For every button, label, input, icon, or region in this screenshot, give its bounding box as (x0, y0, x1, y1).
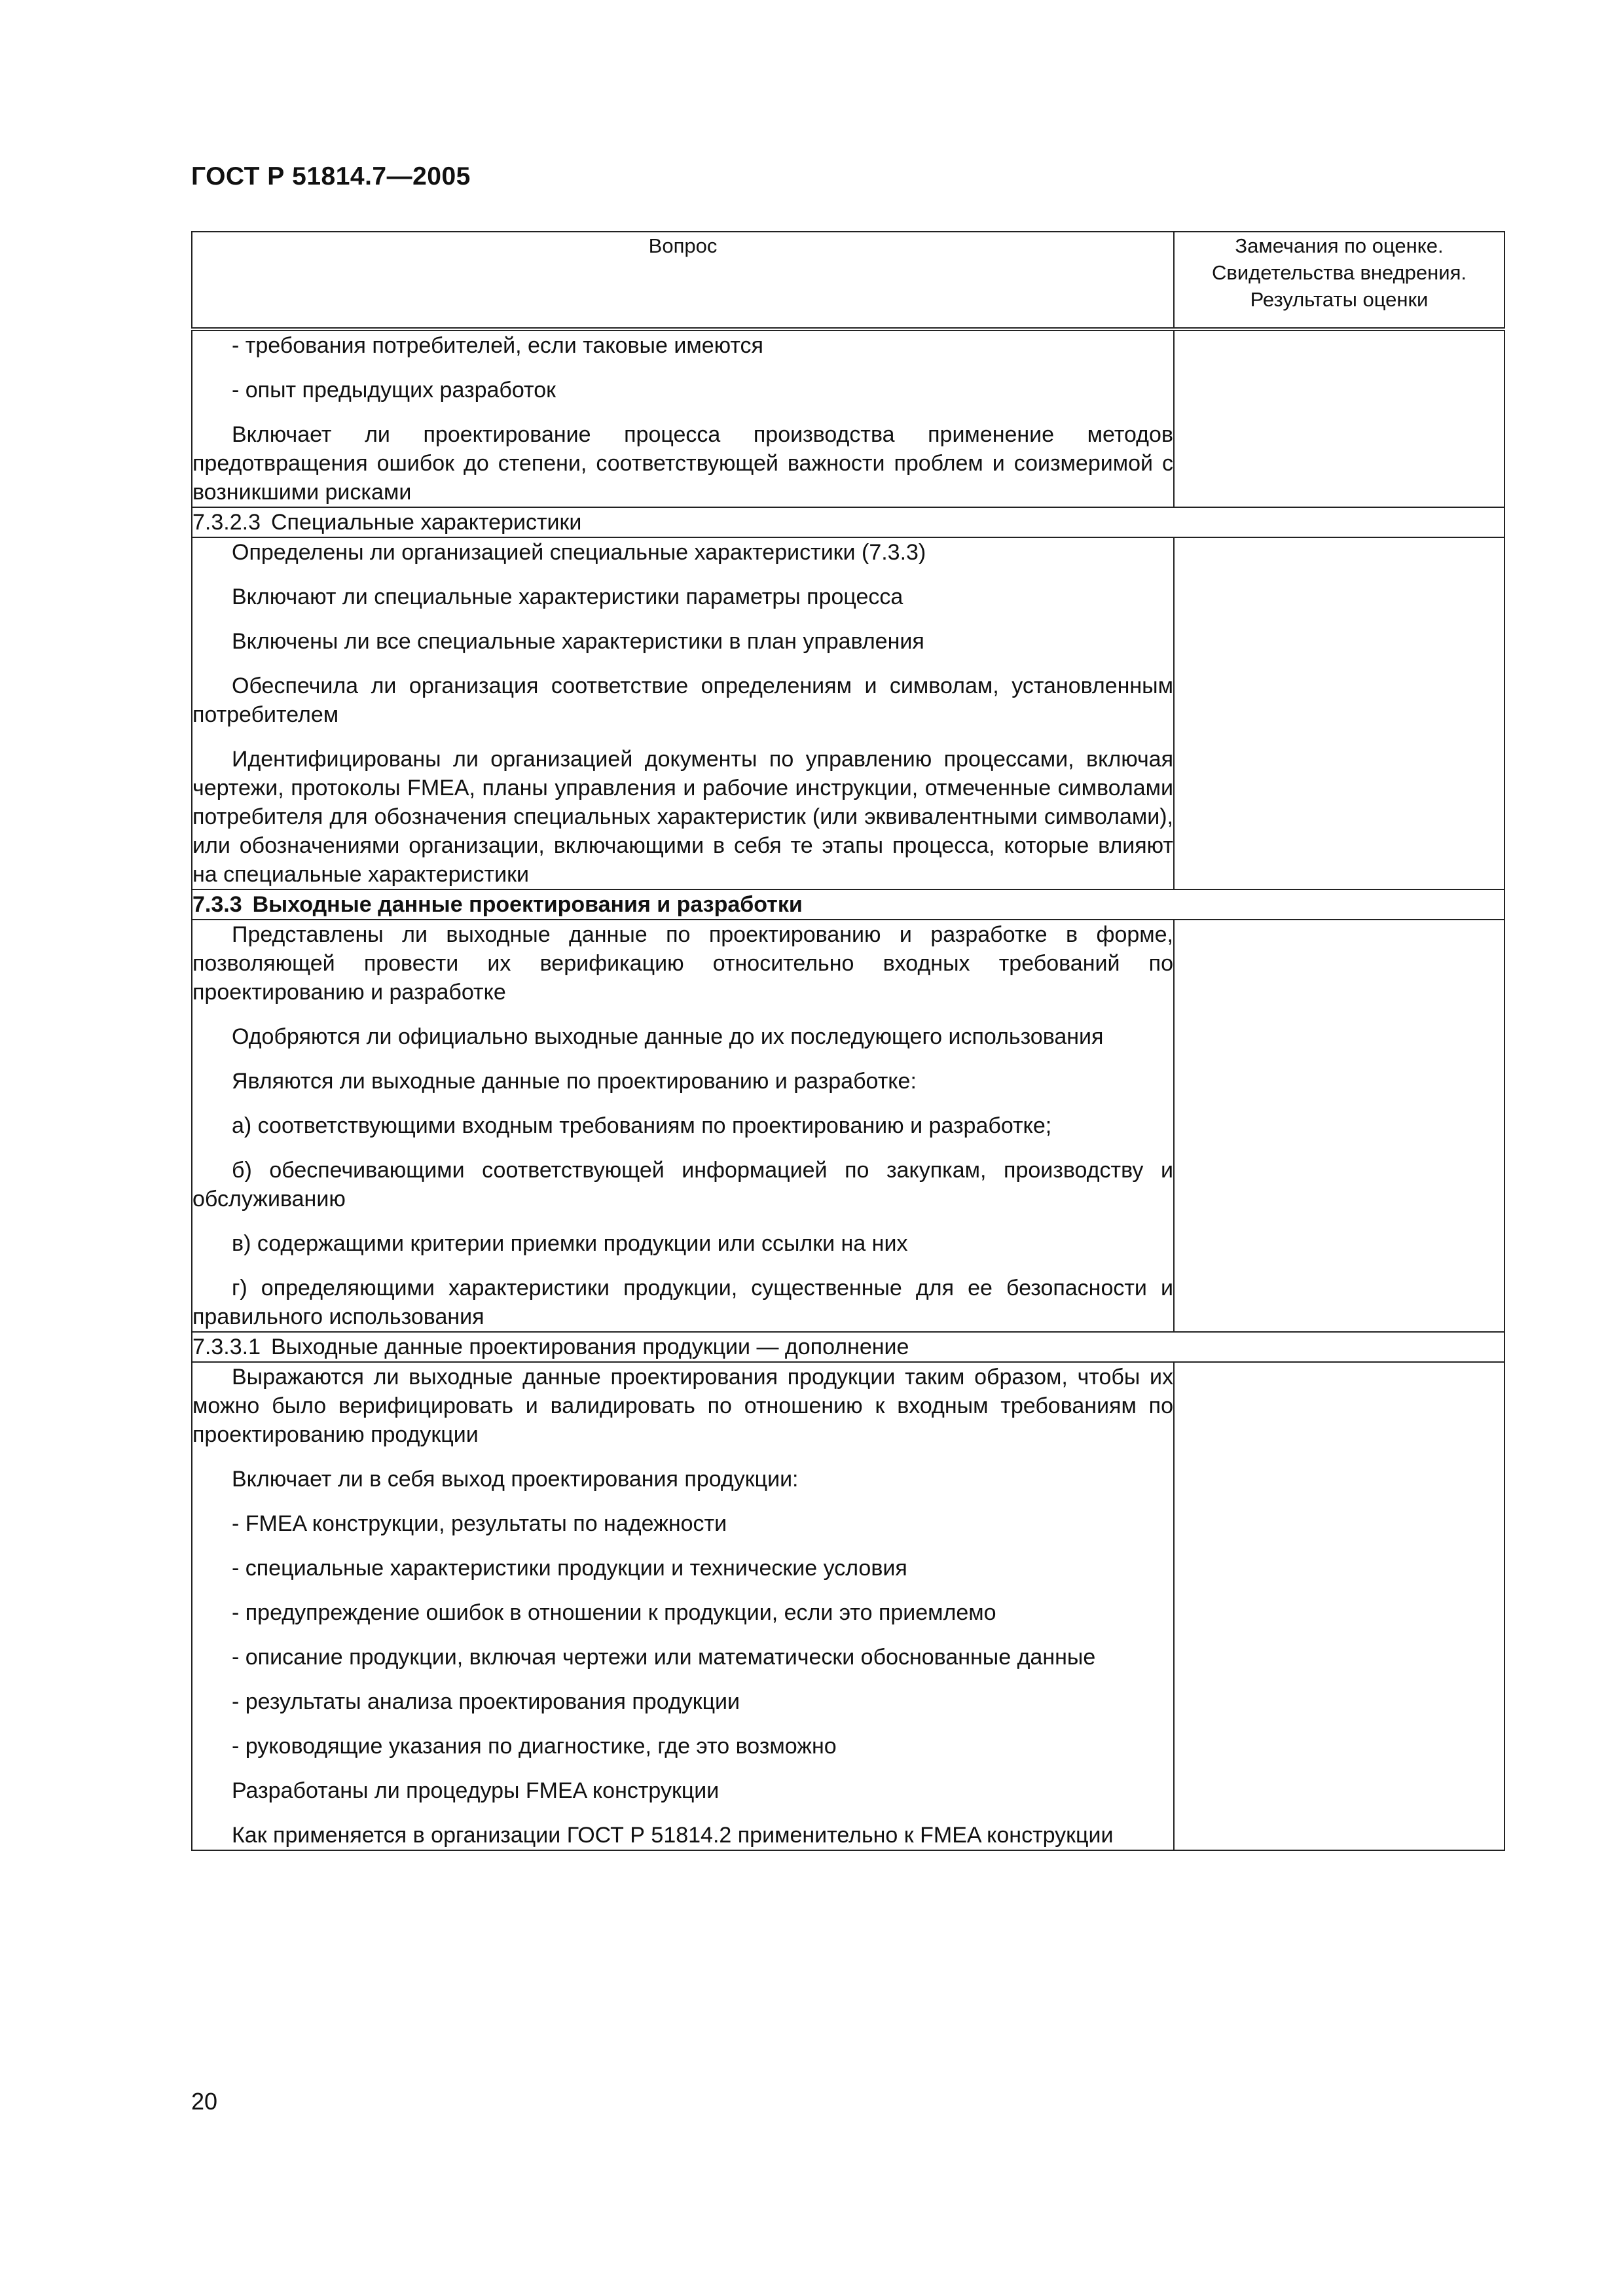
question-text: Включает ли проектирование процесса производства применение методов предотвращения ошибок до степени, соответствующей важности проблем и соизмеримой с возникшими рисками (192, 422, 1173, 505)
section-row (192, 1332, 1504, 1362)
question-cell (192, 920, 1174, 1332)
question-column-header: Вопрос (192, 232, 1174, 329)
section-heading-733 (192, 889, 1504, 920)
section-title: Выходные данные проектирования продукции — дополнение (270, 1335, 909, 1359)
remarks-column-header (1174, 232, 1504, 329)
page-number: 20 (191, 2088, 218, 2115)
question-text: - опыт предыдущих разработок (232, 378, 556, 403)
document-header: ГОСТ Р 51814.7—2005 (191, 162, 471, 190)
question-cell (192, 1362, 1174, 1850)
assessment-table (191, 231, 1505, 1851)
section-heading-7323 (192, 507, 1504, 537)
section-row (192, 889, 1504, 920)
question-text: Являются ли выходные данные по проектированию и разработке: (232, 1069, 917, 1094)
table-header-row (192, 232, 1504, 329)
question-text: Одобряются ли официально выходные данные до их последующего использования (232, 1024, 1104, 1049)
section-number: 7.3.2.3 (192, 510, 261, 535)
remarks-header-line: Результаты оценки (1250, 288, 1429, 311)
question-text: - специальные характеристики продукции и технические условия (232, 1556, 907, 1581)
remarks-header-line: Свидетельства внедрения. (1212, 261, 1467, 284)
question-text: Разработаны ли процедуры FMEA конструкции (232, 1778, 720, 1803)
question-text: - предупреждение ошибок в отношении к продукции, если это приемлемо (232, 1600, 996, 1625)
question-text: - FMEA конструкции, результаты по надежности (232, 1511, 727, 1536)
question-text: а) соответствующими входным требованиям по проектированию и разработке; (232, 1113, 1052, 1138)
question-text: б) обеспечивающими соответствующей информацией по закупкам, производству и обслуживанию (192, 1158, 1173, 1211)
section-number: 7.3.3.1 (192, 1335, 261, 1359)
question-cell (192, 329, 1174, 507)
table-row (192, 329, 1504, 507)
remarks-cell (1174, 329, 1504, 507)
question-text: в) содержащими критерии приемки продукции или ссылки на них (232, 1231, 908, 1256)
question-text: - описание продукции, включая чертежи или математически обоснованные данные (232, 1645, 1096, 1670)
section-number: 7.3.3 (192, 892, 242, 917)
question-text: Определены ли организацией специальные характеристики (7.3.3) (232, 540, 926, 565)
section-row (192, 507, 1504, 537)
question-text: - требования потребителей, если таковые имеются (232, 333, 763, 358)
remarks-cell (1174, 1362, 1504, 1850)
question-text: Включены ли все специальные характеристики в план управления (232, 629, 924, 654)
section-heading-7331 (192, 1332, 1504, 1362)
question-text: Включают ли специальные характеристики параметры процесса (232, 584, 903, 609)
table-row (192, 537, 1504, 889)
question-text: Представлены ли выходные данные по проектированию и разработке в форме, позволяющей провести их верификацию относительно входных требований по проектированию и разработке (192, 922, 1173, 1005)
question-text: г) определяющими характеристики продукции, существенные для ее безопасности и правильного использования (192, 1276, 1173, 1329)
section-title: Выходные данные проектирования и разработки (252, 892, 803, 917)
question-text: Выражаются ли выходные данные проектирования продукции таким образом, чтобы их можно было верифицировать и валидировать по отношению к входным требованиям по проектированию продукции (192, 1365, 1173, 1447)
question-text: Включает ли в себя выход проектирования продукции: (232, 1467, 799, 1492)
table-row (192, 920, 1504, 1332)
question-text: Как применяется в организации ГОСТ Р 51814.2 применительно к FMEA конструкции (232, 1823, 1114, 1848)
question-text: Идентифицированы ли организацией документы по управлению процессами, включая чертежи, протоколы FMEA, планы управления и рабочие инструкции, отмеченные символами потребителя для обозначения специальных характеристик (или эквивалентными символами), или обозначениями организации, включающими в себя те этапы процесса, которые влияют на специальные характеристики (192, 747, 1173, 887)
question-text: - результаты анализа проектирования продукции (232, 1689, 740, 1714)
table-row (192, 1362, 1504, 1850)
remarks-header-line: Замечания по оценке. (1235, 234, 1444, 257)
section-title: Специальные характеристики (270, 510, 582, 535)
remarks-cell (1174, 920, 1504, 1332)
question-text: Обеспечила ли организация соответствие определениям и символам, установленным потребителем (192, 673, 1173, 727)
remarks-cell (1174, 537, 1504, 889)
question-cell (192, 537, 1174, 889)
question-text: - руководящие указания по диагностике, где это возможно (232, 1734, 837, 1759)
